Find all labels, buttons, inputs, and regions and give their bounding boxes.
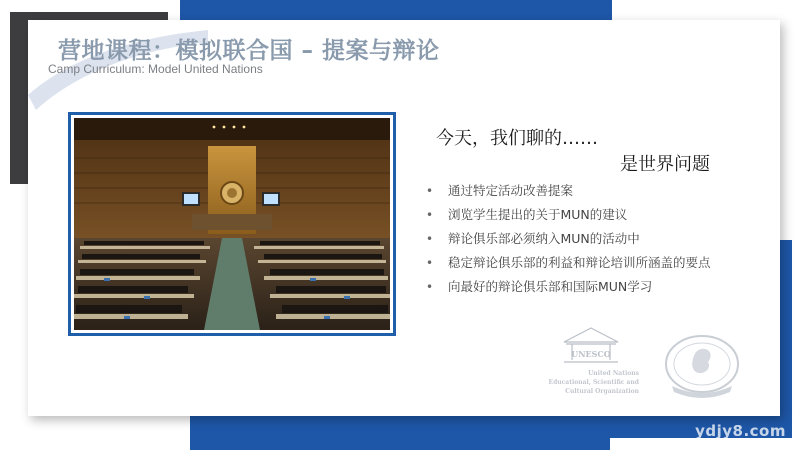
bullet-item [424,275,711,299]
bullet-marker: • [426,256,434,270]
un-assembly-hall-image [74,118,390,330]
watermark-text: ydjy8.com [695,422,786,440]
unesco-line-2: Educational, Scientific and [548,379,639,386]
bullet-text: 浏览学生提出的关于MUN的建议 [448,207,628,222]
un-assembly-photo [68,112,396,336]
slide-title: 营地课程：模拟联合国 – 提案与辩论 [58,38,440,64]
unesco-logo [536,326,646,400]
bullet-marker: • [426,208,434,222]
bullet-item [424,203,711,227]
bullet-text: 辩论俱乐部必须纳入MUN的活动中 [448,231,640,246]
bullet-marker: • [426,184,434,198]
seal-emblem-logo [652,330,752,400]
topic-bullet-list [424,179,711,299]
bullet-marker: • [426,280,434,294]
bullet-marker: • [426,232,434,246]
bullet-item [424,227,711,251]
bullet-text: 稳定辩论俱乐部的利益和辩论培训所涵盖的要点 [448,255,711,270]
unesco-wordmark: UNESCO [571,349,611,359]
unesco-line-1: United Nations [588,370,639,377]
bullet-item [424,179,711,203]
slide-card [28,20,780,416]
unesco-line-3: Cultural Organization [565,388,639,395]
intro-heading-line2: 是世界问题 [620,154,710,175]
slide-subtitle: Camp Curriculum: Model United Nations [48,62,263,76]
bullet-text: 向最好的辩论俱乐部和国际MUN学习 [448,279,653,294]
bullet-item [424,251,711,275]
bullet-text: 通过特定活动改善提案 [448,183,574,198]
intro-heading-line1: 今天，我们聊的…… [436,128,598,149]
